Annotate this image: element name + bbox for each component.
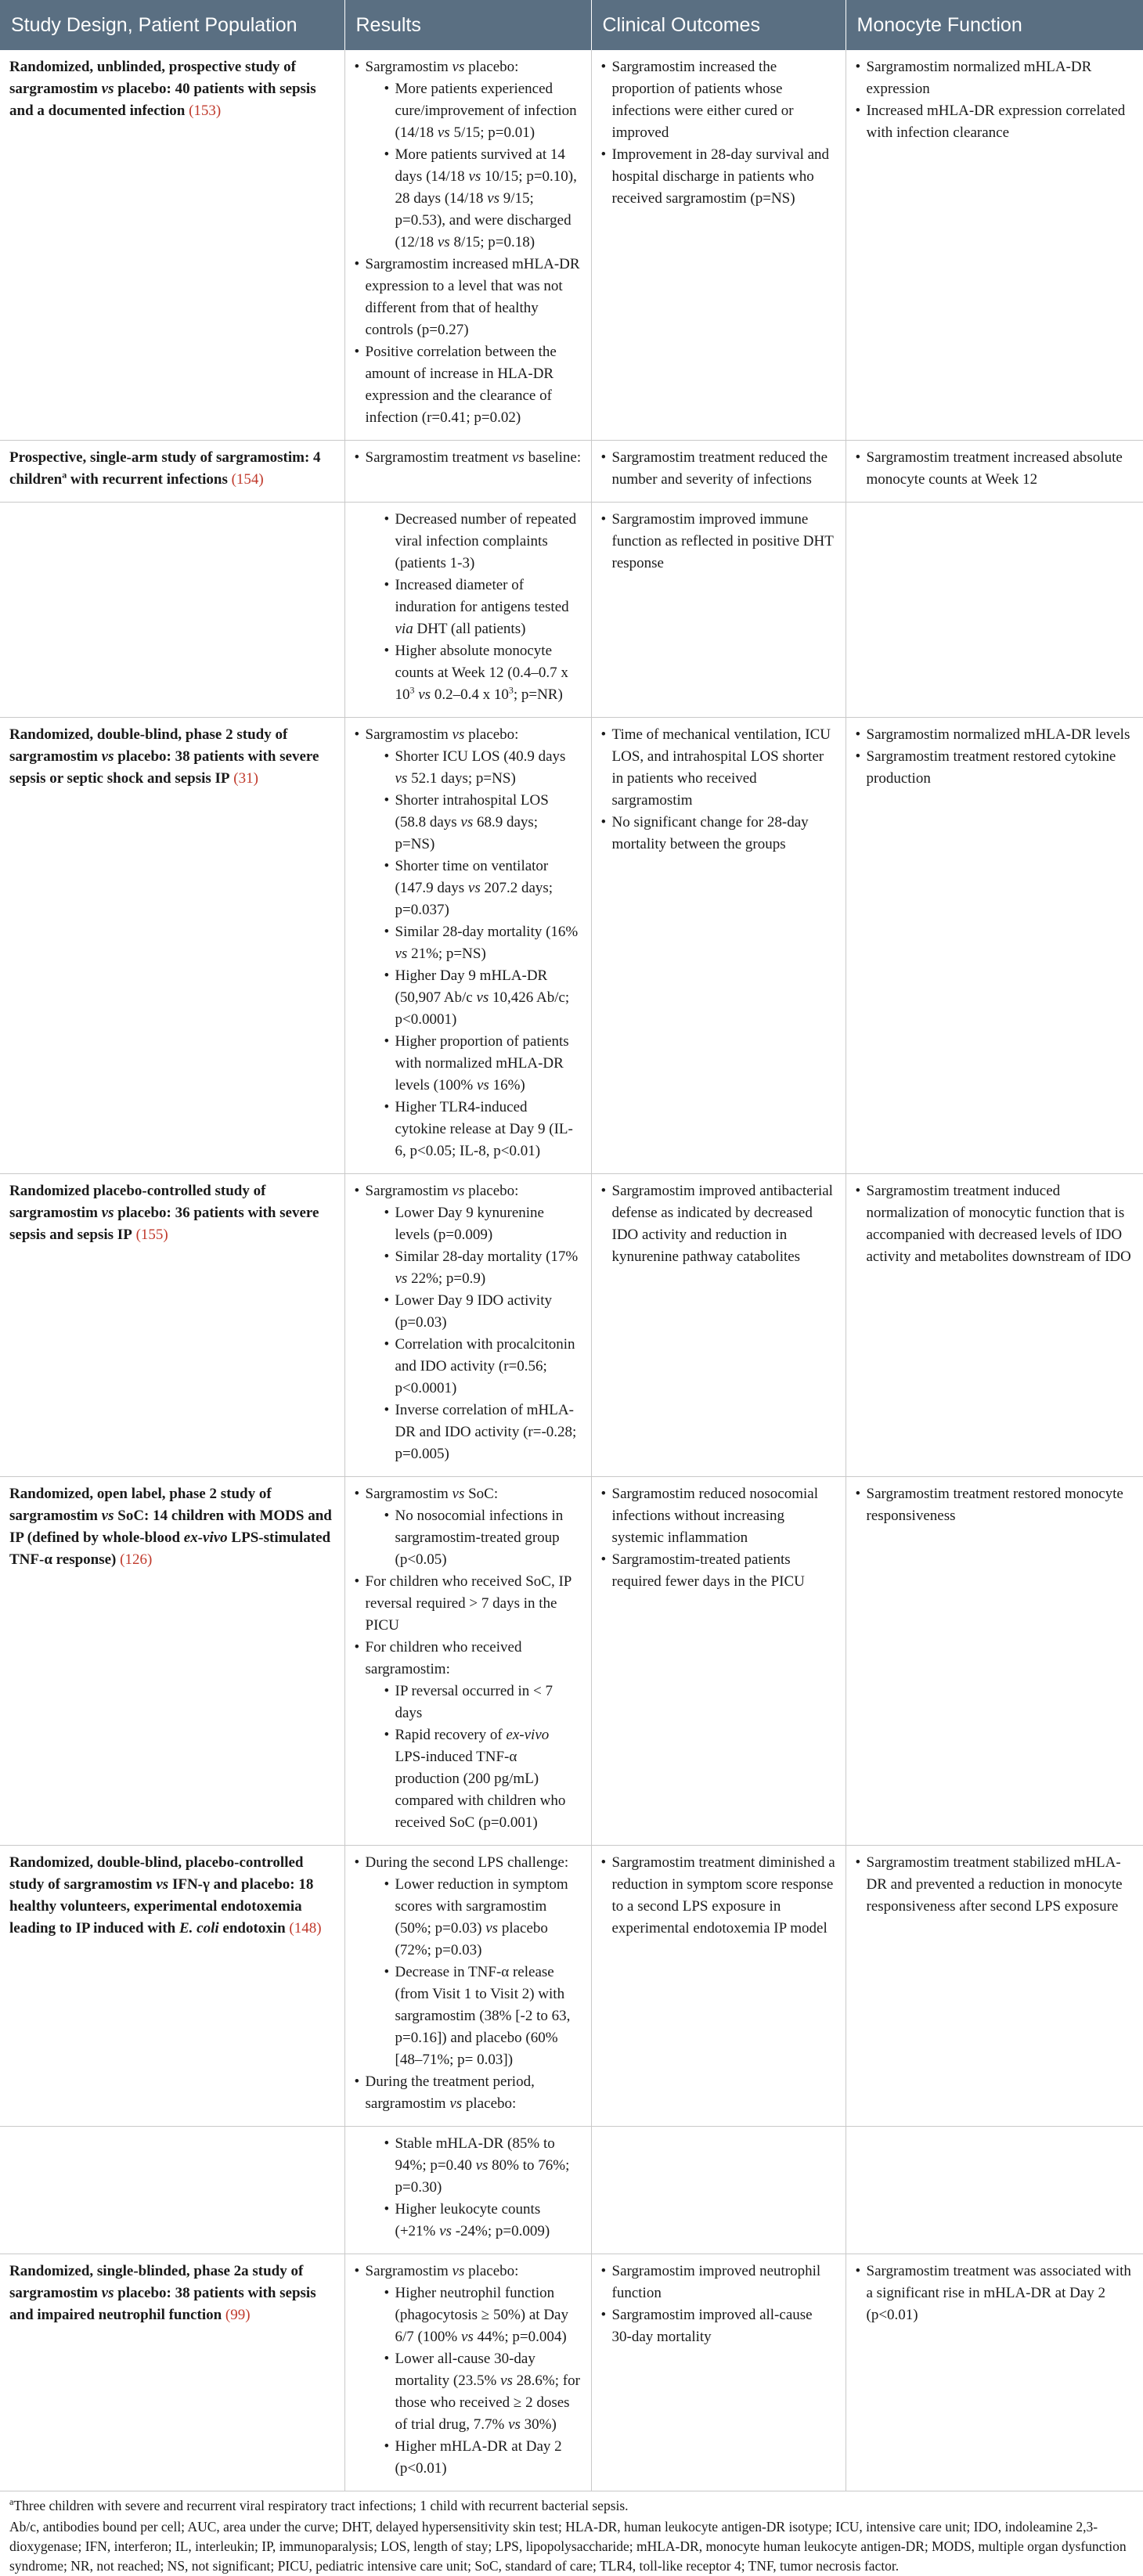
cell-monocyte-function — [846, 718, 1143, 1174]
bullet-item: • Higher Day 9 mHLA-DR (50,907 Ab/c vs 10,426 Ab/c; p<0.0001) — [355, 965, 582, 1031]
cell-study-design: Randomized, double-blind, phase 2 study of sargramostim vs placebo: 38 patients with severe sepsis or septic shock and sepsis IP (31) — [0, 718, 344, 1174]
reference-link: (154) — [231, 471, 264, 488]
cell-monocyte-function — [846, 1477, 1143, 1846]
bullet-item: • Sargramostim vs placebo: — [355, 2261, 582, 2282]
table-row — [0, 1846, 1143, 2127]
bullet-item: • Sargramostim improved all-cause 30-day mortality — [601, 2304, 836, 2348]
bullet-item: • Sargramostim improved immune function as reflected in positive DHT response — [601, 509, 836, 575]
bullet-item: • Shorter ICU LOS (40.9 days vs 52.1 days; p=NS) — [355, 746, 582, 790]
bullet-item: • Lower reduction in symptom scores with sargramostim (50%; p=0.03) vs placebo (72%; p=0.03) — [355, 1874, 582, 1962]
bullet-item: • During the treatment period, sargramostim vs placebo: — [355, 2071, 582, 2115]
cell-clinical-outcomes — [591, 2127, 846, 2254]
cell-results — [344, 718, 591, 1174]
cell-clinical-outcomes — [591, 1846, 846, 2127]
bullet-item: • Sargramostim treatment reduced the number and severity of infections — [601, 447, 836, 491]
bullet-item: • Increased mHLA-DR expression correlated with infection clearance — [856, 100, 1134, 144]
cell-clinical-outcomes — [591, 503, 846, 718]
bullet-item: • For children who received SoC, IP reversal required > 7 days in the PICU — [355, 1571, 582, 1637]
header-monocyte-function: Monocyte Function — [846, 0, 1143, 50]
bullet-item: • Higher mHLA-DR at Day 2 (p<0.01) — [355, 2436, 582, 2480]
cell-results — [344, 1477, 591, 1846]
bullet-item: • Sargramostim treatment was associated with a significant rise in mHLA-DR at Day 2 (p<0.01) — [856, 2261, 1134, 2326]
bullet-item: • Higher absolute monocyte counts at Week 12 (0.4–0.7 x $10^3$ vs 0.2–0.4 x $10^3$; p=NR) — [355, 640, 582, 706]
bullet-item: • No significant change for 28-day mortality between the groups — [601, 812, 836, 856]
cell-monocyte-function — [846, 2254, 1143, 2491]
cell-study-design: Prospective, single-arm study of sargramostim: 4 children$^a$ with recurrent infections (154) — [0, 441, 344, 503]
cell-monocyte-function — [846, 1846, 1143, 2127]
header-results: Results — [344, 0, 591, 50]
bullet-item: • Higher neutrophil function (phagocytosis ≥ 50%) at Day 6/7 (100% vs 44%; p=0.004) — [355, 2282, 582, 2348]
bullet-item: • Higher TLR4-induced cytokine release at Day 9 (IL-6, p<0.05; IL-8, p<0.01) — [355, 1097, 582, 1162]
bullet-item: • No nosocomial infections in sargramostim-treated group (p<0.05) — [355, 1505, 582, 1571]
bullet-item: • Positive correlation between the amount of increase in HLA-DR expression and the clearance of infection (r=0.41; p=0.02) — [355, 341, 582, 429]
bullet-item: • Sargramostim normalized mHLA-DR levels — [856, 724, 1134, 746]
table-row — [0, 2254, 1143, 2491]
bullet-item: • Sargramostim treatment restored monocyte responsiveness — [856, 1483, 1134, 1527]
header-study-design: Study Design, Patient Population — [0, 0, 344, 50]
table-body — [0, 50, 1143, 2491]
bullet-item: • Lower Day 9 IDO activity (p=0.03) — [355, 1290, 582, 1334]
cell-results — [344, 50, 591, 441]
reference-link: (155) — [135, 1227, 168, 1243]
bullet-item: • Sargramostim treatment restored cytokine production — [856, 746, 1134, 790]
cell-results — [344, 2127, 591, 2254]
table-row — [0, 441, 1143, 503]
cell-study-design: Randomized, single-blinded, phase 2a study of sargramostim vs placebo: 38 patients with sepsis and impaired neutrophil function (99) — [0, 2254, 344, 2491]
table-row — [0, 503, 1143, 718]
cell-study-design — [0, 2127, 344, 2254]
cell-study-design: Randomized, double-blind, placebo-controlled study of sargramostim vs IFN-γ and placebo: 18 healthy volunteers, experimental endotoxemia leading to IP induced with E. coli endotoxin (148) — [0, 1846, 344, 2127]
footnote-a: $^a$Three children with severe and recurrent viral respiratory tract infections; 1 child with recurrent bacterial sepsis. — [9, 2496, 629, 2513]
table-row — [0, 718, 1143, 1174]
bullet-item: • Sargramostim treatment diminished a reduction in symptom score response to a second LPS exposure in experimental endotoxemia IP model — [601, 1852, 836, 1940]
bullet-item: • Time of mechanical ventilation, ICU LOS, and intrahospital LOS shorter in patients who received sargramostim — [601, 724, 836, 812]
cell-clinical-outcomes — [591, 2254, 846, 2491]
cell-monocyte-function — [846, 1174, 1143, 1477]
cell-results — [344, 1846, 591, 2127]
reference-link: (126) — [120, 1551, 153, 1568]
bullet-item: • Sargramostim improved neutrophil function — [601, 2261, 836, 2304]
reference-link: (148) — [289, 1920, 322, 1937]
table-row — [0, 1477, 1143, 1846]
bullet-item: • Sargramostim reduced nosocomial infections without increasing systemic inflammation — [601, 1483, 836, 1549]
bullet-item: • Similar 28-day mortality (16% vs 21%; p=NS) — [355, 921, 582, 965]
cell-monocyte-function — [846, 441, 1143, 503]
bullet-item: • Shorter time on ventilator (147.9 days vs 207.2 days; p=0.037) — [355, 856, 582, 921]
cell-study-design: Randomized, unblinded, prospective study of sargramostim vs placebo: 40 patients with sepsis and a documented infection (153) — [0, 50, 344, 441]
bullet-item: • More patients survived at 14 days (14/18 vs 10/15; p=0.10), 28 days (14/18 vs 9/15; p=0.53), and were discharged (12/18 vs 8/15; p=0.18) — [355, 144, 582, 254]
bullet-item: • Sargramostim increased mHLA-DR expression to a level that was not different from that of healthy controls (p=0.27) — [355, 254, 582, 341]
bullet-item: • For children who received sargramostim: — [355, 1637, 582, 1681]
bullet-item: • Sargramostim treatment stabilized mHLA-DR and prevented a reduction in monocyte responsiveness after second LPS exposure — [856, 1852, 1134, 1918]
bullet-item: • Stable mHLA-DR (85% to 94%; p=0.40 vs 80% to 76%; p=0.30) — [355, 2133, 582, 2199]
bullet-item: • Sargramostim vs placebo: — [355, 56, 582, 78]
bullet-item: • Higher proportion of patients with normalized mHLA-DR levels (100% vs 16%) — [355, 1031, 582, 1097]
bullet-item: • Sargramostim vs placebo: — [355, 724, 582, 746]
cell-results — [344, 1174, 591, 1477]
bullet-item: • Rapid recovery of ex-vivo LPS-induced TNF-α production (200 pg/mL) compared with children who received SoC (p=0.001) — [355, 1724, 582, 1834]
header-clinical-outcomes: Clinical Outcomes — [591, 0, 846, 50]
bullet-item: • Improvement in 28-day survival and hospital discharge in patients who received sargramostim (p=NS) — [601, 144, 836, 210]
bullet-item: • Increased diameter of induration for antigens tested via DHT (all patients) — [355, 575, 582, 640]
table-footnotes — [0, 2491, 1143, 2576]
bullet-item: • IP reversal occurred in < 7 days — [355, 1681, 582, 1724]
bullet-item: • Sargramostim normalized mHLA-DR expression — [856, 56, 1134, 100]
table-row — [0, 50, 1143, 441]
bullet-item: • Shorter intrahospital LOS (58.8 days vs 68.9 days; p=NS) — [355, 790, 582, 856]
bullet-item: • Sargramostim-treated patients required fewer days in the PICU — [601, 1549, 836, 1593]
cell-clinical-outcomes — [591, 718, 846, 1174]
cell-clinical-outcomes — [591, 1174, 846, 1477]
table-row — [0, 1174, 1143, 1477]
table-row — [0, 2127, 1143, 2254]
cell-study-design: Randomized, open label, phase 2 study of sargramostim vs SoC: 14 children with MODS and IP (defined by whole-blood ex-vivo LPS-stimulated TNF-α response) (126) — [0, 1477, 344, 1846]
bullet-item: • Sargramostim increased the proportion of patients whose infections were either cured or improved — [601, 56, 836, 144]
cell-clinical-outcomes — [591, 441, 846, 503]
bullet-item: • Correlation with procalcitonin and IDO activity (r=0.56; p<0.0001) — [355, 1334, 582, 1400]
bullet-item: • Lower Day 9 kynurenine levels (p=0.009) — [355, 1202, 582, 1246]
cell-monocyte-function — [846, 50, 1143, 441]
bullet-item: • Sargramostim vs placebo: — [355, 1180, 582, 1202]
reference-link: (99) — [225, 2307, 251, 2323]
cell-results — [344, 2254, 591, 2491]
bullet-item: • Inverse correlation of mHLA-DR and IDO activity (r=-0.28; p=0.005) — [355, 1400, 582, 1465]
reference-link: (153) — [189, 103, 222, 119]
bullet-item: • Lower all-cause 30-day mortality (23.5% vs 28.6%; for those who received ≥ 2 doses of trial drug, 7.7% vs 30%) — [355, 2348, 582, 2436]
bullet-item: • Sargramostim vs SoC: — [355, 1483, 582, 1505]
cell-monocyte-function — [846, 2127, 1143, 2254]
cell-results — [344, 441, 591, 503]
bullet-item: • Similar 28-day mortality (17% vs 22%; p=0.9) — [355, 1246, 582, 1290]
bullet-item: • During the second LPS challenge: — [355, 1852, 582, 1874]
bullet-item: • Higher leukocyte counts (+21% vs -24%; p=0.009) — [355, 2199, 582, 2243]
table-header — [0, 0, 1143, 50]
bullet-item: • Decreased number of repeated viral infection complaints (patients 1-3) — [355, 509, 582, 575]
bullet-item: • More patients experienced cure/improvement of infection (14/18 vs 5/15; p=0.01) — [355, 78, 582, 144]
cell-monocyte-function — [846, 503, 1143, 718]
bullet-item: • Sargramostim treatment vs baseline: — [355, 447, 582, 469]
bullet-item: • Sargramostim improved antibacterial defense as indicated by decreased IDO activity and reduction in kynurenine pathway catabolites — [601, 1180, 836, 1268]
bullet-item: • Sargramostim treatment increased absolute monocyte counts at Week 12 — [856, 447, 1134, 491]
cell-clinical-outcomes — [591, 1477, 846, 1846]
bullet-item: • Sargramostim treatment induced normalization of monocytic function that is accompanied with decreased levels of IDO activity and metabolites downstream of IDO — [856, 1180, 1134, 1268]
cell-clinical-outcomes — [591, 50, 846, 441]
cell-study-design: Randomized placebo-controlled study of sargramostim vs placebo: 36 patients with severe sepsis and sepsis IP (155) — [0, 1174, 344, 1477]
footnote-abbreviations: Ab/c, antibodies bound per cell; AUC, area under the curve; DHT, delayed hypersensitivity skin test; HLA-DR, human leukocyte antigen-DR isotype; ICU, intensive care unit; IDO, indoleamine 2,3-dioxygenase; IFN, interferon; IL, interleukin; IP, immunoparalysis; LOS, length of stay; LPS, lipopolysaccharide; mHLA-DR, monocyte human leukocyte antigen-DR; MODS, multiple organ dysfunction syndrome; NR, not reached; NS, not significant; PICU, pediatric intensive care unit; SoC, standard of care; TLR4, toll-like receptor 4; TNF, tumor necrosis factor. — [9, 2519, 1127, 2574]
cell-study-design — [0, 503, 344, 718]
reference-link: (31) — [233, 770, 258, 787]
cell-results — [344, 503, 591, 718]
bullet-item: • Decrease in TNF-α release (from Visit 1 to Visit 2) with sargramostim (38% [-2 to 63, p=0.16]) and placebo (60% [48–71%; p= 0.03]) — [355, 1962, 582, 2071]
